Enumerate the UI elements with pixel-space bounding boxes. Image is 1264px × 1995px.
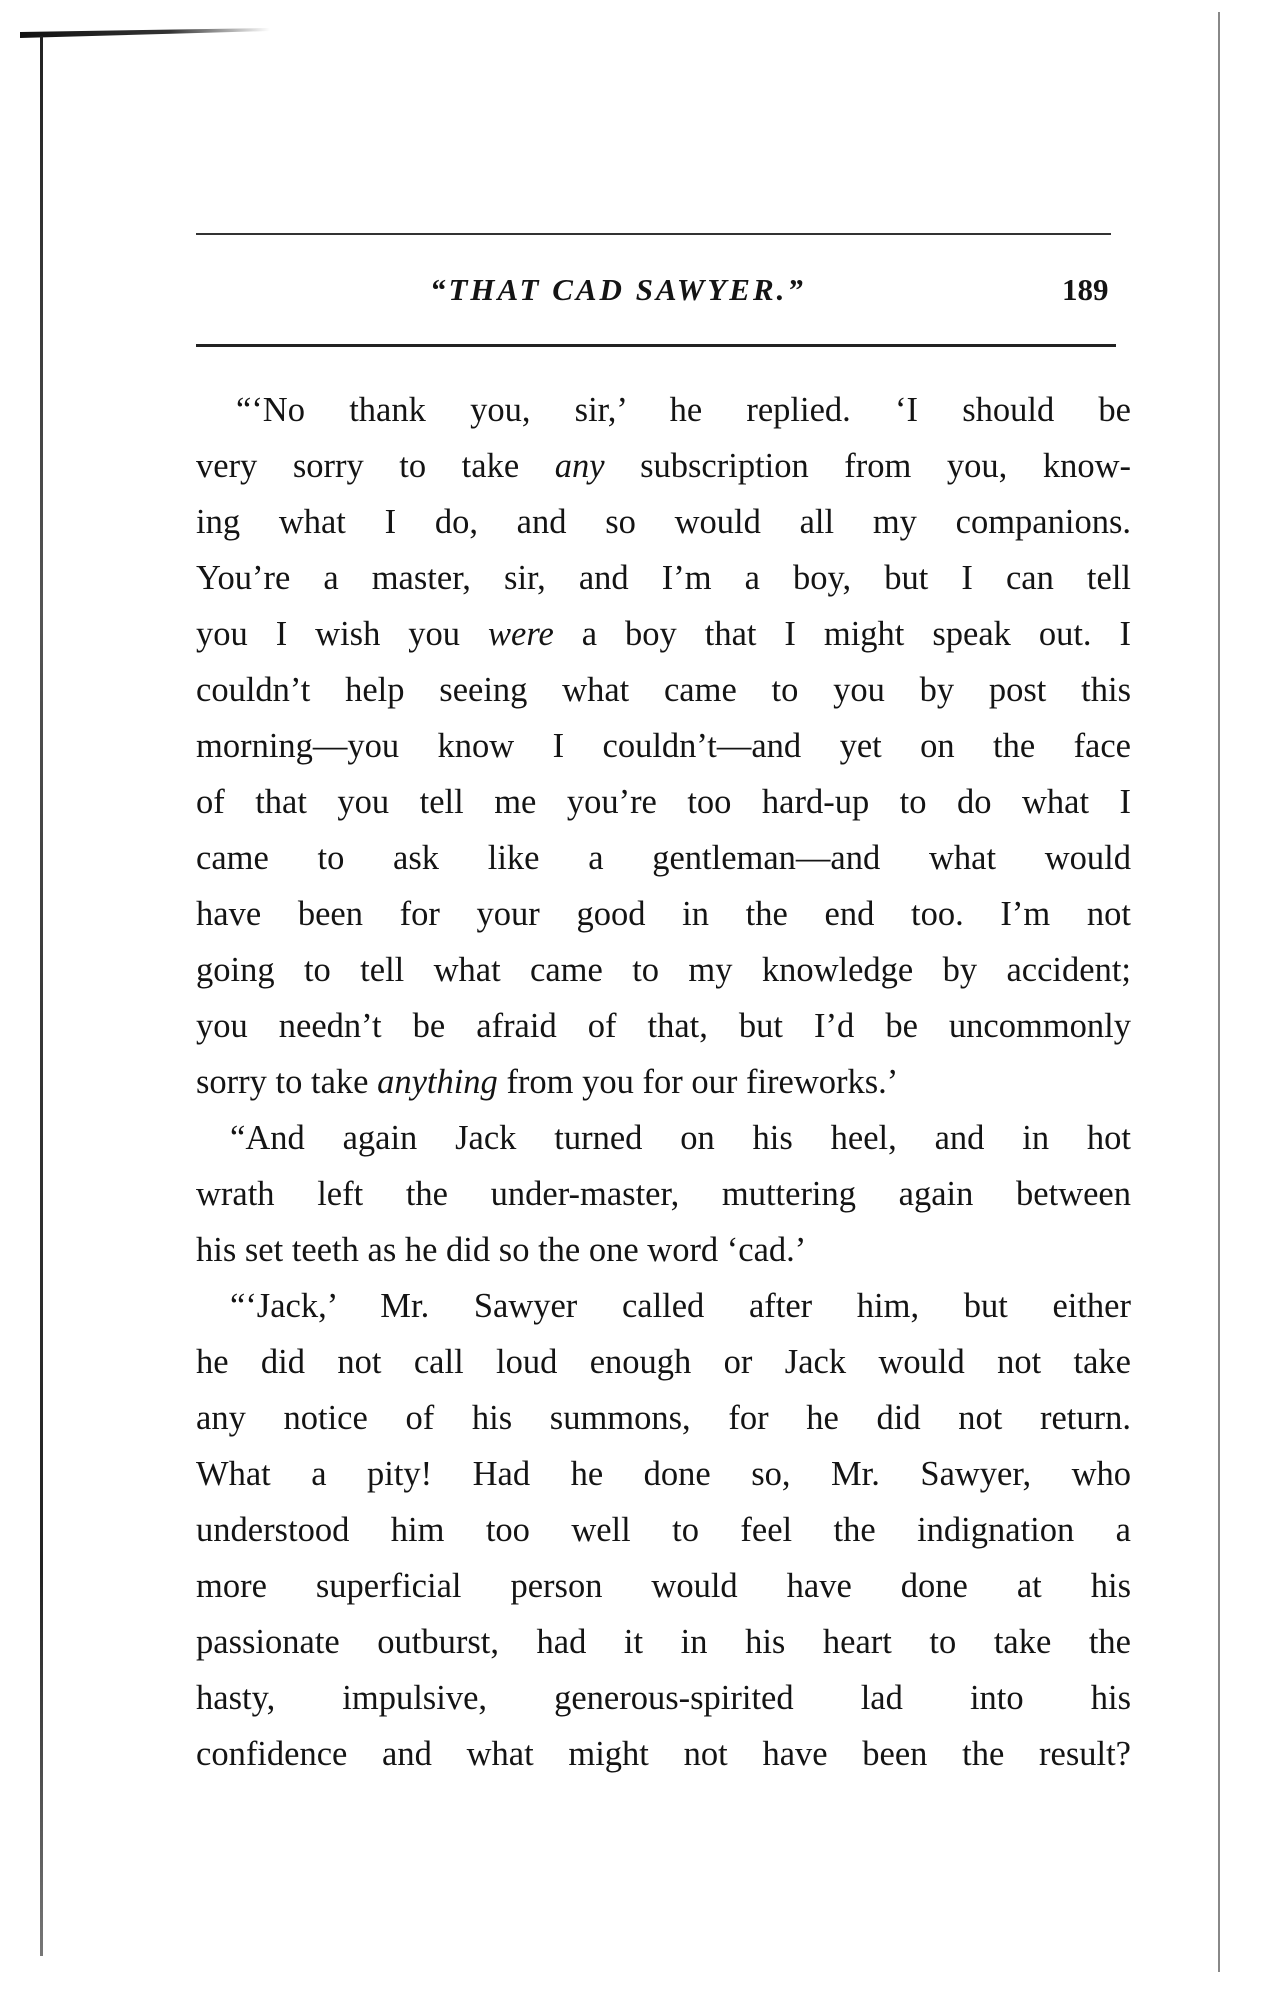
scan-edge-right: [1218, 12, 1220, 1972]
text-line: any notice of his summons, for he did not return.: [196, 1399, 1131, 1437]
text-line: going to tell what came to my knowledge by accident;: [196, 951, 1131, 989]
text-line: of that you tell me you’re too hard-up to do what I: [196, 783, 1131, 821]
text-line: ing what I do, and so would all my companions.: [196, 503, 1131, 541]
text-line: more superficial person would have done at his: [196, 1567, 1131, 1605]
text-line: “And again Jack turned on his heel, and in hot: [230, 1119, 1131, 1157]
text-line: you I wish you were a boy that I might speak out. I: [196, 615, 1131, 653]
text-line: came to ask like a gentleman—and what would: [196, 839, 1131, 877]
text-line: you needn’t be afraid of that, but I’d be uncommonly: [196, 1007, 1131, 1045]
running-title: “THAT CAD SAWYER.”: [430, 272, 806, 307]
text-line: sorry to take anything from you for our fireworks.’: [196, 1063, 899, 1101]
text-line: couldn’t help seeing what came to you by post this: [196, 671, 1131, 709]
emphasis-word: were: [488, 615, 554, 653]
scan-edge-left: [40, 36, 43, 1956]
text-line: You’re a master, sir, and I’m a boy, but I can tell: [196, 559, 1131, 597]
text-line: he did not call loud enough or Jack would not take: [196, 1343, 1131, 1381]
text-line: very sorry to take any subscription from you, know-: [196, 447, 1131, 485]
text-line: “‘Jack,’ Mr. Sawyer called after him, but either: [230, 1287, 1131, 1325]
text-line: morning—you know I couldn’t—and yet on the face: [196, 727, 1131, 765]
emphasis-word: anything: [377, 1063, 498, 1101]
text-line: his set teeth as he did so the one word ‘cad.’: [196, 1231, 807, 1269]
text-line: “‘No thank you, sir,’ he replied. ‘I should be: [236, 391, 1131, 429]
text-line: hasty, impulsive, generous-spirited lad into his: [196, 1679, 1131, 1717]
text-line: confidence and what might not have been the result?: [196, 1735, 1131, 1773]
page-number: 189: [1062, 272, 1109, 307]
header-rule-top: [196, 233, 1111, 235]
scan-edge-top: [20, 28, 270, 38]
text-line: passionate outburst, had it in his heart to take the: [196, 1623, 1131, 1661]
emphasis-word: any: [554, 447, 605, 485]
text-line: understood him too well to feel the indignation a: [196, 1511, 1131, 1549]
text-line: wrath left the under-master, muttering again between: [196, 1175, 1131, 1213]
header-rule-bottom: [196, 344, 1116, 347]
text-line: What a pity! Had he done so, Mr. Sawyer, who: [196, 1455, 1131, 1493]
body-text: [196, 382, 1131, 1782]
text-line: have been for your good in the end too. I’m not: [196, 895, 1131, 933]
